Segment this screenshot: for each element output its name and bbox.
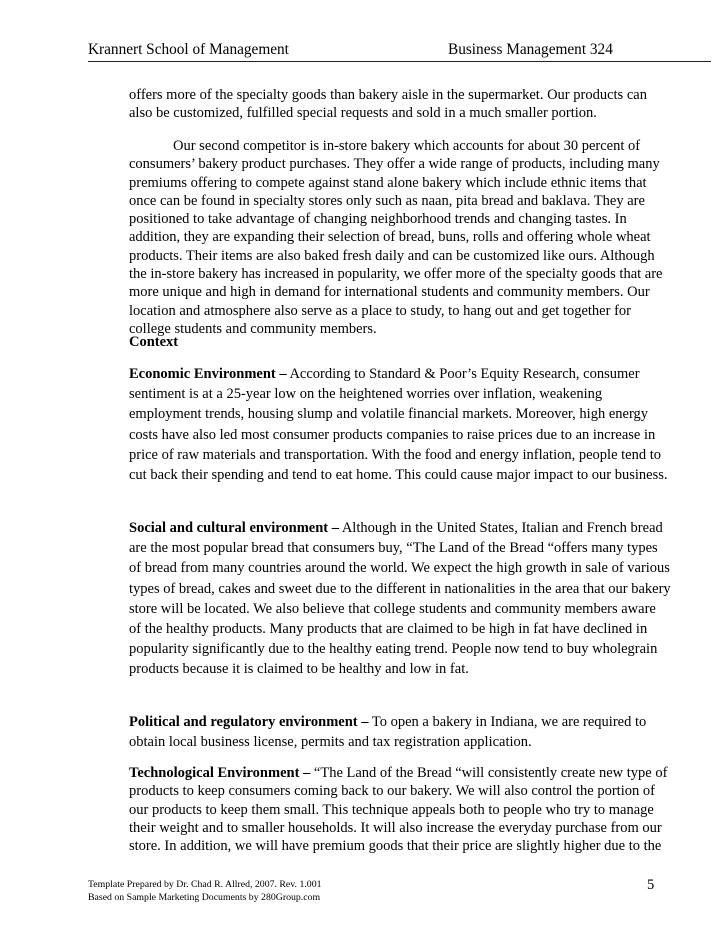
footer-source-credit: Based on Sample Marketing Documents by 280Group.com [88,891,321,903]
text-line: popularity significantly due to the healthy eating trend. People now tend to buy wholegrain [129,641,658,658]
text-line: the in-store bakery has increased in popularity, we offer more of the specialty goods that are [129,266,663,283]
text-line: sentiment is at a 25-year low on the heightened worries over inflation, weakening [129,386,603,403]
text-line: location and atmosphere also serve as a place to study, to hang out and get together for [129,302,631,319]
text-line: employment trends, housing slump and volatile financial markets. Moreover, high energy [129,406,649,423]
paragraph-social-cultural-environment [129,518,719,680]
text-line: addition, they are expanding their selection of bread, buns, rolls and offering whole wheat [129,229,651,246]
text-line: store will be located. We also believe that college students and community members aware [129,600,656,617]
political-heading: Political and regulatory environment – [129,714,369,730]
text-line: of the healthy products. Many products that are claimed to be high in fat have declined in [129,621,648,638]
text-line: Social and cultural environment – Although in the United States, Italian and French bread [129,520,663,536]
technological-heading: Technological Environment – [129,765,311,781]
header-course: Business Management 324 [448,41,613,58]
text-line: types of bread, cakes and sweet due to the different in nationalities in the area that our bakery [129,580,671,597]
section-heading-context [129,333,719,352]
footer-template-credit: Template Prepared by Dr. Chad R. Allred, 2007. Rev. 1.001 [88,879,322,890]
text-line: college students and community members. [129,320,377,337]
text-line: our products to keep them small. This technique appeals both to people who try to manage [129,801,654,818]
text-line: Economic Environment – According to Standard & Poor’s Equity Research, consumer [129,366,640,382]
page-footer [88,879,322,904]
page-header [88,41,708,63]
page-number: 5 [647,877,655,893]
text-line: positioned to take advantage of changing neighborhood trends and changing tastes. In [129,211,627,228]
text-line: products because it is claimed to be healthy and low in fat. [129,661,469,678]
text-line: premiums offering to compete against stand alone bakery which include ethnic items that [129,174,647,191]
economic-heading: Economic Environment – [129,366,287,382]
text-line: offers more of the specialty goods than bakery aisle in the supermarket. Our products can [129,87,647,103]
paragraph-second-competitor [129,137,719,338]
text-line: obtain local business license, permits and tax registration application. [129,734,532,751]
text-line: products to keep consumers coming back to our bakery. We will also control the portion of [129,783,655,800]
text-line: costs have also led most consumer products companies to raise prices due to an increase in [129,426,656,443]
paragraph-political-regulatory-environment [129,712,719,752]
paragraph-economic-environment [129,364,719,485]
text-line: more unique and high in demand for international students and community members. Our [129,284,650,301]
text-line: once can be found in specialty stores only such as naan, pita bread and baklava. They are [129,192,645,209]
text-line: consumers’ bakery product purchases. They offer a wide range of products, including many [129,156,660,173]
text-line: are the most popular bread that consumers buy, “The Land of the Bread “offers many types [129,540,658,557]
context-heading: Context [129,334,179,350]
paragraph-specialty-goods [129,86,719,123]
text-line: price of raw materials and transportation. With the food and energy inflation, people tend to [129,446,661,463]
social-heading: Social and cultural environment – [129,520,339,536]
text-line: products. Their items are also baked fresh daily and can be customized like ours. Although [129,247,655,264]
header-divider [88,61,711,62]
text-line: Our second competitor is in-store bakery which accounts for about 30 percent of [173,138,641,154]
text-line: store. In addition, we will have premium goods that their price are slightly higher due to the [129,838,662,855]
text-line: also be customized, fulfilled special requests and sold in a much smaller portion. [129,105,597,122]
text-line: cut back their spending and tend to eat home. This could cause major impact to our business. [129,467,668,484]
text-line: of bread from many countries around the world. We expect the high growth in sale of various [129,560,670,577]
header-school: Krannert School of Management [88,41,289,58]
text-line: Political and regulatory environment – To open a bakery in Indiana, we are required to [129,714,647,730]
paragraph-technological-environment [129,764,719,855]
text-line: their weight and to smaller households. It will also increase the everyday purchase from our [129,819,662,836]
text-line: Technological Environment – “The Land of the Bread “will consistently create new type of [129,765,668,781]
